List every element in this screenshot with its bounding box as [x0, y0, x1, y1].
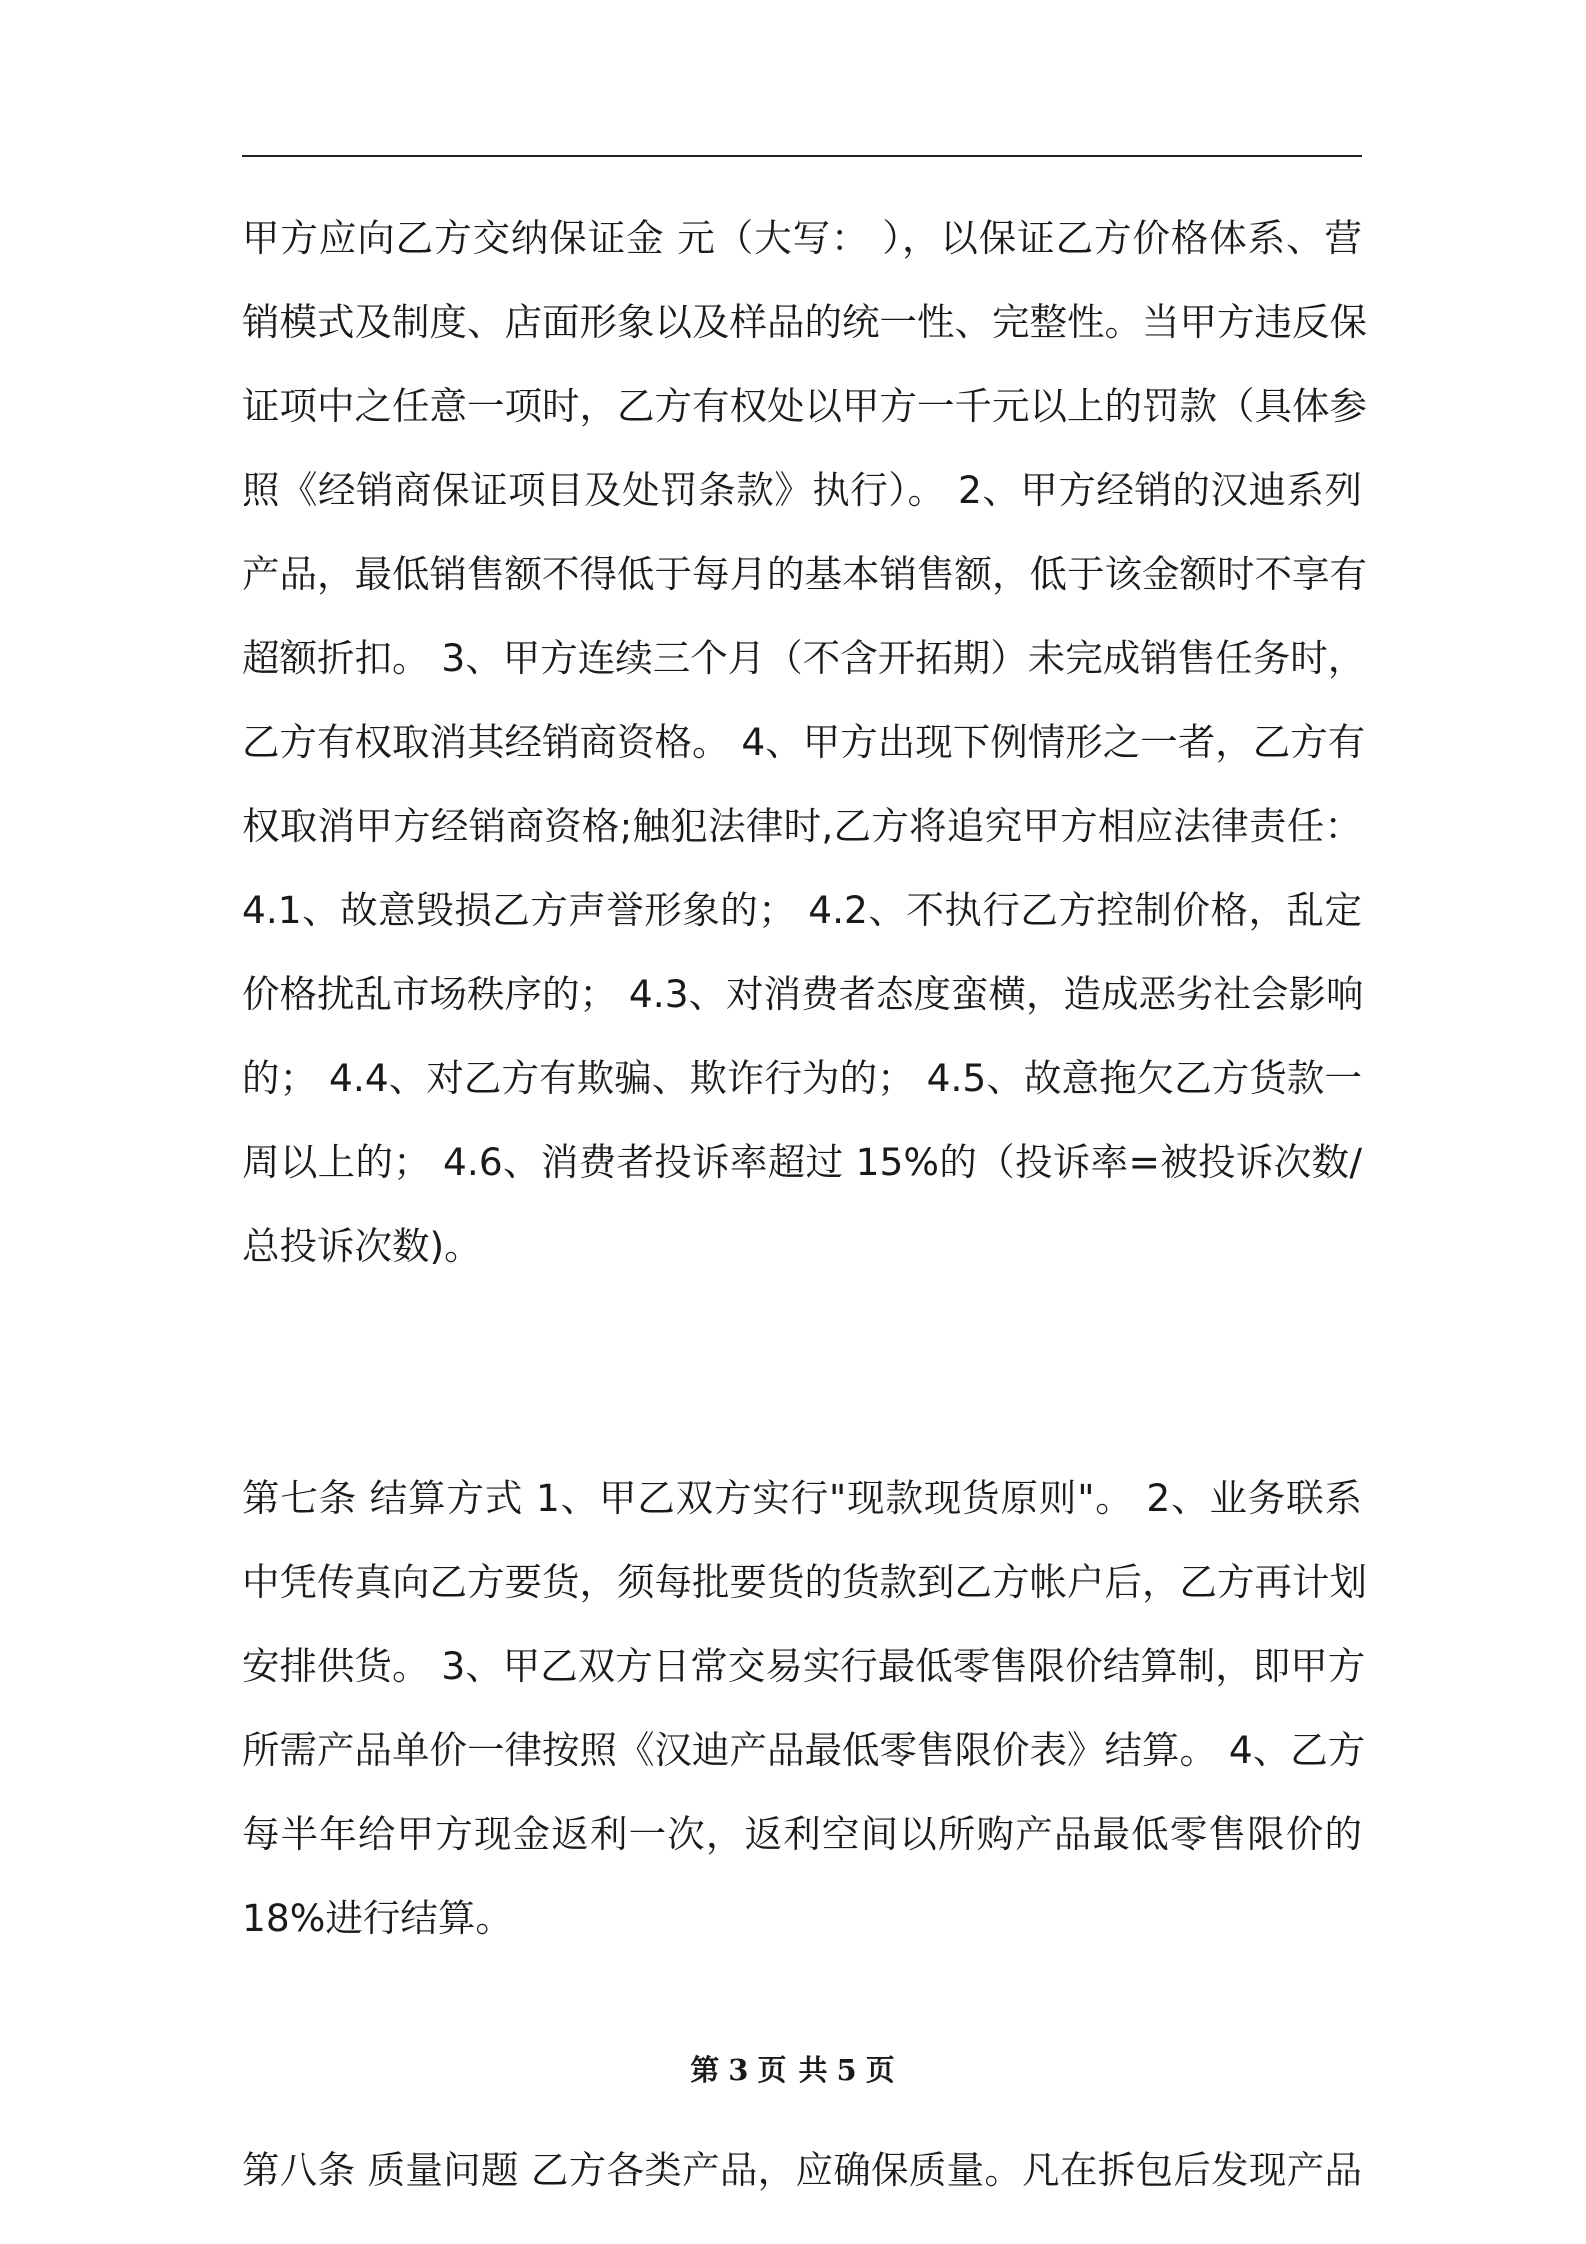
paragraph-gap [242, 1960, 1362, 2128]
paragraph-gap [242, 1288, 1362, 1456]
text-line: 总投诉次数)。 [242, 1224, 482, 1268]
total-pages-number: 5 [836, 2053, 858, 2087]
text-line: 第八条 质量问题 乙方各类产品，应确保质量。凡在拆包后发现产品 [242, 2148, 1362, 2192]
text-line: 周以上的； 4.6、消费者投诉率超过 15%的（投诉率=被投诉次数/ [242, 1140, 1362, 1184]
text-line: 18%进行结算。 [242, 1896, 513, 1940]
section-article-8-quality [242, 2128, 1362, 2212]
text-line: 乙方有权取消其经销商资格。 4、甲方出现下例情形之一者，乙方有 [242, 720, 1366, 764]
section-guarantee-terms [242, 196, 1367, 1288]
text-line: 价格扰乱市场秩序的； 4.3、对消费者态度蛮横，造成恶劣社会影响 [242, 972, 1364, 1016]
footer-suffix: 页 [865, 2053, 896, 2087]
page-footer [0, 2048, 1586, 2089]
text-line: 证项中之任意一项时，乙方有权处以甲方一千元以上的罚款（具体参 [242, 384, 1367, 428]
text-line: 权取消甲方经销商资格;触犯法律时,乙方将追究甲方相应法律责任： [242, 804, 1362, 848]
text-line: 中凭传真向乙方要货，须每批要货的货款到乙方帐户后，乙方再计划 [242, 1560, 1367, 1604]
text-line: 产品，最低销售额不得低于每月的基本销售额，低于该金额时不享有 [242, 552, 1367, 596]
text-line: 每半年给甲方现金返利一次，返利空间以所购产品最低零售限价的 [242, 1812, 1362, 1856]
current-page-number: 3 [728, 2053, 750, 2087]
footer-prefix: 第 [690, 2053, 721, 2087]
text-line: 照《经销商保证项目及处罚条款》执行）。 2、甲方经销的汉迪系列 [242, 468, 1362, 512]
text-line: 甲方应向乙方交纳保证金 元（大写： ），以保证乙方价格体系、营 [242, 216, 1362, 260]
document-body [242, 196, 1367, 2212]
section-article-7-settlement [242, 1456, 1367, 1960]
text-line: 销模式及制度、店面形象以及样品的统一性、完整性。当甲方违反保 [242, 300, 1367, 344]
text-line: 4.1、故意毁损乙方声誉形象的； 4.2、不执行乙方控制价格，乱定 [242, 888, 1362, 932]
footer-middle: 页 共 [757, 2053, 829, 2087]
text-line: 安排供货。 3、甲乙双方日常交易实行最低零售限价结算制，即甲方 [242, 1644, 1366, 1688]
text-line: 的； 4.4、对乙方有欺骗、欺诈行为的； 4.5、故意拖欠乙方货款一 [242, 1056, 1362, 1100]
text-line: 所需产品单价一律按照《汉迪产品最低零售限价表》结算。 4、乙方 [242, 1728, 1366, 1772]
text-line: 第七条 结算方式 1、甲乙双方实行"现款现货原则"。 2、业务联系 [242, 1476, 1362, 1520]
header-rule [242, 155, 1362, 157]
text-line: 超额折扣。 3、甲方连续三个月（不含开拓期）未完成销售任务时， [242, 636, 1366, 680]
